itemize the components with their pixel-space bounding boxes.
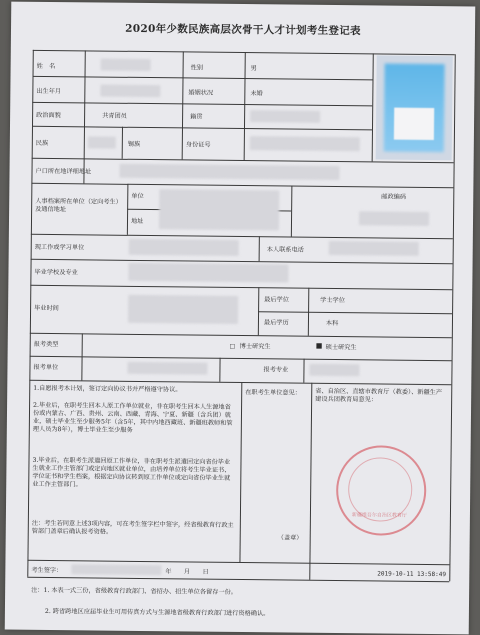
label-signature: 考生签字： (31, 566, 63, 575)
value-ethnic: 锡族 (127, 140, 141, 148)
checkbox-phd[interactable]: □ (229, 342, 236, 350)
value-grad-time-redacted (128, 295, 238, 324)
label-archive: 人事档案所在单位（定向考生）及通信地址 (35, 197, 122, 214)
label-master: 硕士研究生 (325, 343, 357, 352)
label-current-unit: 现工作或学习单位 (34, 243, 85, 252)
footnote-2: 2. 跨省跨地区应届毕业生可用传真方式与生源地省级教育行政部门进行资格确认。 (44, 607, 270, 618)
label-last-degree: 最后学位 (264, 296, 289, 304)
value-birth-redacted (100, 85, 160, 98)
value-id-redacted (250, 136, 360, 151)
label-grad-school: 毕业学校及专业 (34, 268, 78, 277)
applicant-photo (376, 55, 453, 160)
form-title: 2020年少数民族高层次骨干人才计划考生登记表 (125, 22, 361, 38)
official-seal-text: 新疆维吾尔自治区教育厅 (351, 512, 407, 519)
value-grad-school-redacted (128, 263, 288, 283)
label-name: 姓 名 (36, 62, 56, 71)
value-apply-unit-redacted (127, 362, 207, 375)
value-phone-redacted (329, 241, 419, 256)
value-last-education: 本科 (325, 319, 339, 328)
value-postcode-redacted (359, 211, 429, 226)
value-last-degree: 学士学位 (320, 296, 345, 305)
value-hukou-redacted (119, 164, 339, 180)
value-marital: 未婚 (250, 90, 263, 98)
label-phd: 博士研究生 (239, 342, 271, 351)
label-hukou: 户口所在地详细地址 (35, 167, 92, 176)
label-grad-time: 毕业时间 (34, 304, 59, 313)
label-apply-major: 报考专业 (263, 366, 289, 374)
value-archive-redacted (159, 189, 279, 230)
label-postcode: 邮政编码 (381, 193, 407, 201)
label-exam-type: 报考类型 (33, 340, 59, 349)
label-id-no: 身份证号 (185, 141, 211, 149)
approval-right-title: 省、自治区、直辖市教育厅（教委）、新疆生产建设兵团教育局意见： (315, 387, 443, 404)
label-ethnic: 民族 (35, 139, 49, 147)
official-seal (336, 445, 427, 536)
value-political: 共青团员 (102, 112, 127, 120)
label-apply-unit: 报考单位 (33, 363, 59, 372)
term-1: 1.自愿报考本计划，签订定向协议书并严格遵守协议。 (33, 384, 182, 394)
approval-timestamp: 2019-10-11 13:58:49 (377, 570, 447, 579)
label-native: 籍贯 (190, 113, 203, 121)
value-apply-major-redacted (309, 364, 359, 377)
label-contact-phone: 本人联系电话 (266, 246, 304, 254)
label-political: 政治面貌 (36, 111, 61, 120)
value-native-redacted (250, 110, 320, 123)
value-ethnic-prefix-redacted (88, 136, 116, 148)
value-current-unit-redacted (129, 239, 239, 256)
value-gender: 男 (250, 65, 257, 73)
signature-date: 年 月 日 (165, 568, 209, 576)
signature-redacted (71, 564, 161, 575)
term-2: 2.毕业后，在职考生回本人原工作单位就业，非在职考生回本人生源地省份或内蒙古、广西、贵州、云南、西藏、青海、宁夏、新疆（含兵团）就业，硕士毕业生至少服务5年（含5年，其中内地西藏班、新疆班教师和管理人员为8年），博士毕业生至少服务 (32, 401, 233, 434)
footnote-1: 注：1. 本表一式三份，省级教育行政部门、省招办、招生单位各留存一份。 (31, 586, 238, 596)
approval-left-title: 在职考生单位意见： (245, 389, 301, 397)
value-name-redacted (101, 59, 151, 72)
label-birth: 出生年月 (36, 87, 62, 96)
label-last-education: 最后学历 (263, 319, 289, 327)
label-address: 地址 (130, 217, 144, 225)
label-marital: 婚姻状况 (188, 89, 214, 97)
term-3: 3.毕业后，在职考生派遣回原工作单位，非在职考生派遣回定向省份毕业生就业工作主管部门或定向地区就业单位，由培养单位将考生毕业证书、学位证书和学生档案，根据定向协议转到原工作单位或定向省份毕业生就业工作主管部门。 (32, 456, 231, 489)
label-gender: 性别 (190, 64, 204, 72)
stamp-note: （盖章） (277, 534, 303, 542)
registration-form-sheet (5, 2, 476, 635)
checkbox-master-checked[interactable]: ■ (315, 341, 323, 350)
term-4: 注：考生若同意上述3项内容，可在考生签字栏中签字，经省级教育行政主管部门盖章后确认报考资格。 (31, 519, 234, 536)
label-unit: 单位 (131, 192, 144, 200)
